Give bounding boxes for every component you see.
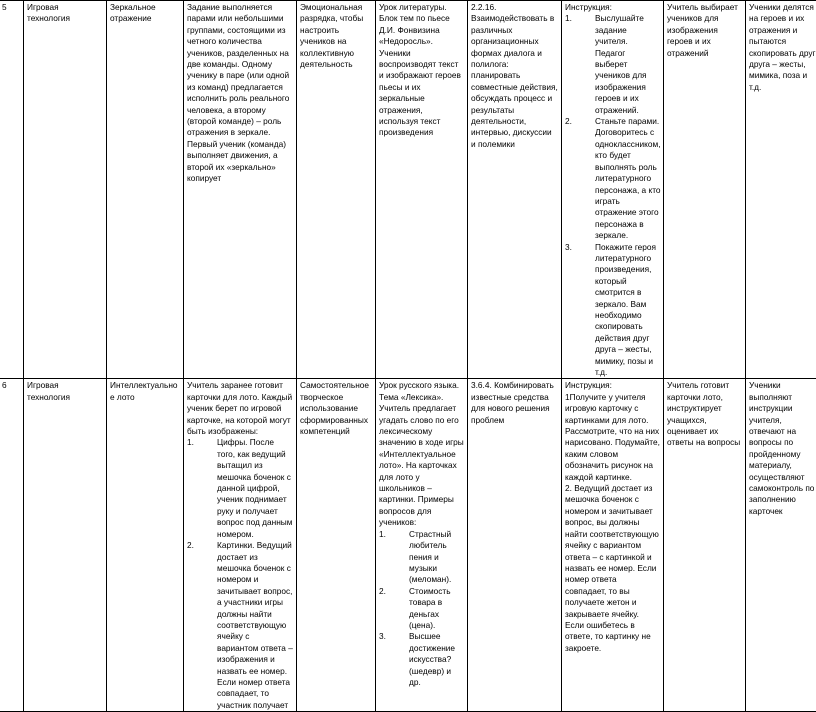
- list-item-text: Выслушайте задание учителя. Педагог выберет учеников для изображения героев и их отражений.: [595, 13, 660, 116]
- table-row: [0, 379, 816, 712]
- row-number: 6: [0, 379, 24, 712]
- list-item-number: 3.: [379, 631, 409, 688]
- instruction-title: Инструкция:: [565, 2, 660, 13]
- result-cell: 3.6.4. Комбинировать известные средства для нового решения проблем: [468, 379, 562, 712]
- list-item-text: Стоимость товара в деньгах (цена).: [409, 586, 464, 632]
- table-row: [0, 1, 816, 379]
- list-item: [187, 540, 293, 711]
- teacher-cell: Учитель готовит карточки лото, инструктирует учащихся, оценивает их ответы на вопросы: [664, 379, 746, 712]
- list-item-number: 1.: [187, 437, 217, 540]
- instruction-title: Инструкция:: [565, 380, 660, 391]
- list-item-text: Страстный любитель пения и музыки (меломан).: [409, 529, 464, 586]
- list-item-number: 2.: [187, 540, 217, 711]
- list-item-text: Картинки. Ведущий достает из мешочка боченок с номером и зачитывает вопрос, а участники игры должны найти соответствующую ячейку с вариантом ответа – изображения и назвать ее номер. Если номер ответа совпадает, то участник получает: [217, 540, 293, 711]
- purpose-cell: Эмоциональная разрядка, чтобы настроить учеников на коллективную деятельность: [297, 1, 376, 379]
- list-item-number: 2.: [379, 586, 409, 632]
- list-item-number: 1.: [379, 529, 409, 586]
- list-item-text: Высшее достижение искусства? (шедевр) и др.: [409, 631, 464, 688]
- students-cell: Ученики делятся на героев и их отражения и пытаются скопировать друг друга – жесты, мимика, поза и т.д.: [746, 1, 816, 379]
- technology-cell: Игровая технология: [24, 1, 107, 379]
- lesson-cell: Урок литературы. Блок тем по пьесе Д.И. Фонвизина «Недоросль». Ученики воспроизводят текст и изображают героев пьесы и их зеркальные отражения, используя текст произведения: [376, 1, 468, 379]
- instruction-text: 1Получите у учителя игровую карточку с картинками для лото. Рассмотрите, что на них нарисовано. Подумайте, каким словом обозначить рисунок на каждой картинке. 2. Ведущий достает из мешочка боченок с номером и зачитывает вопрос, вы должны найти соответствующую ячейку с вариантом ответа – с картинкой и назвать ее номер. Если номер ответа совпадает, то вы получаете жетон и закрываете ячейку. Если ошибетесь в ответе, то картинку не закроете.: [565, 392, 660, 654]
- lesson-intro: Урок русского языка. Тема «Лексика». Учитель предлагает угадать слово по его лексическому значению в ходе игры «Интеллектуальное лото». На карточках для лото у школьников – картинки. Примеры вопросов для учеников:: [379, 380, 464, 528]
- purpose-cell: Самостоятельное творческое использование сформированных компетенций: [297, 379, 376, 712]
- row-number: 5: [0, 1, 24, 379]
- method-cell: Зеркальное отражение: [107, 1, 184, 379]
- teacher-cell: Учитель выбирает учеников для изображения героев и их отражений: [664, 1, 746, 379]
- list-item: [187, 437, 293, 540]
- list-item: [379, 529, 464, 586]
- list-item-number: 1.: [565, 13, 595, 116]
- instruction-cell: [562, 379, 664, 712]
- list-item-number: 2.: [565, 116, 595, 241]
- list-item-text: Цифры. После того, как ведущий вытащил из мешочка боченок с данной цифрой, ученик поднимает руку и получает вопрос под данным номером.: [217, 437, 293, 540]
- method-cell: Интеллектуальное лото: [107, 379, 184, 712]
- lesson-cell: [376, 379, 468, 712]
- list-item: [565, 116, 660, 241]
- task-cell: Задание выполняется парами или небольшими группами, состоящими из четного количества учеников, разделенных на две команды. Одному ученику в паре (или одной из команд) предлагается исполнить роль реального человека, а второму (второй команде) – роль отражения в зеркале. Первый ученик (команда) выполняет движения, а второй их «зеркально» копирует: [184, 1, 297, 379]
- instruction-cell: [562, 1, 664, 379]
- list-item: [379, 586, 464, 632]
- technology-cell: Игровая технология: [24, 379, 107, 712]
- list-item: [565, 242, 660, 379]
- list-item: [379, 631, 464, 688]
- list-item-text: Покажите героя литературного произведения, который смотрится в зеркало. Вам необходимо скопировать действия друг друга – жесты, мимику, позы и т.д.: [595, 242, 660, 379]
- result-cell: 2.2.16. Взаимодействовать в различных организационных формах диалога и полилога: планировать совместные действия, обсуждать процесс и результаты деятельности, интервью, дискуссии и полемики: [468, 1, 562, 379]
- students-cell: Ученики выполняют инструкции учителя, отвечают на вопросы по пройденному материалу, осуществляют самоконтроль по заполнению карточек: [746, 379, 816, 712]
- task-intro: Учитель заранее готовит карточки для лото. Каждый ученик берет по игровой карточке, на которой могут быть изображены:: [187, 380, 293, 437]
- list-item-text: Станьте парами. Договоритесь с одноклассником, кто будет выполнять роль литературного персонажа, а кто играть отражение этого персонажа в зеркале.: [595, 116, 661, 241]
- list-item-number: 3.: [565, 242, 595, 379]
- list-item: [565, 13, 660, 116]
- task-cell: [184, 379, 297, 712]
